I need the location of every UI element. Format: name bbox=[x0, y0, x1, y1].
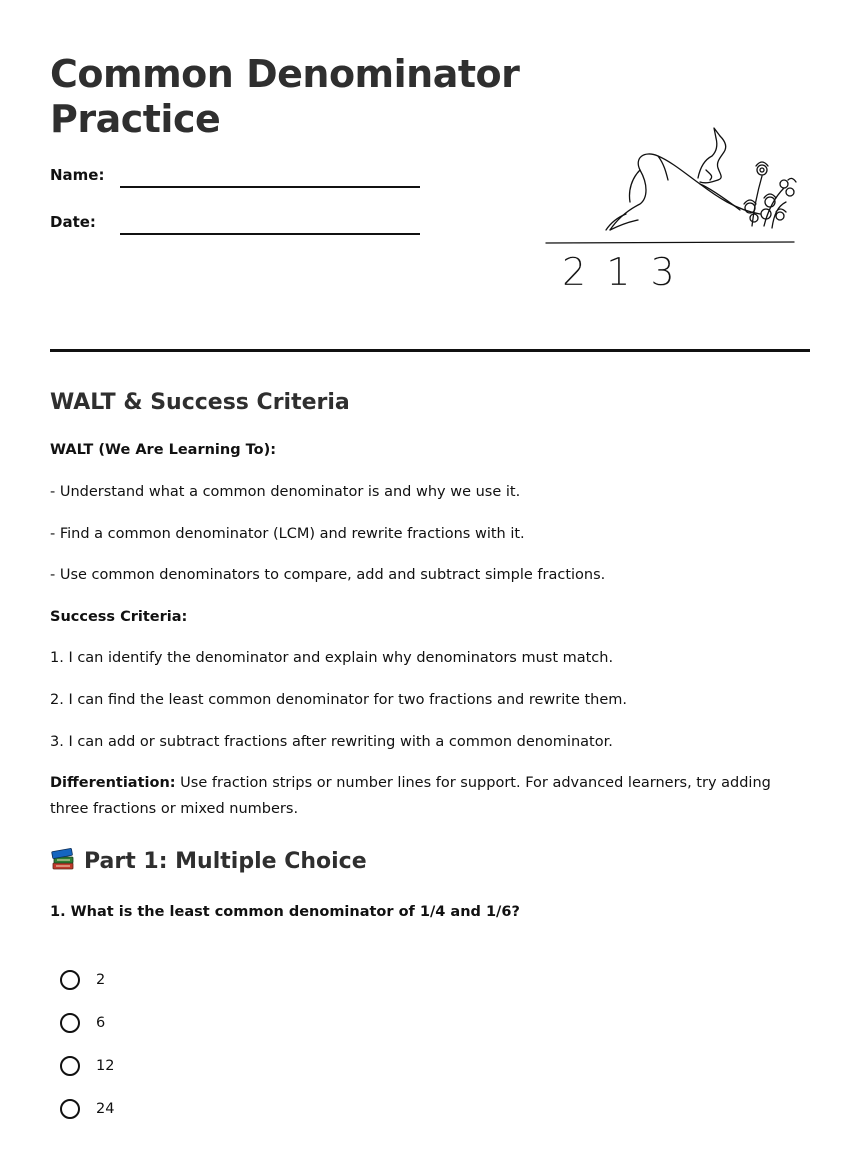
answer-option[interactable] bbox=[60, 967, 105, 993]
date-field[interactable] bbox=[120, 233, 420, 235]
differentiation-note bbox=[50, 770, 800, 822]
walt-label: WALT (We Are Learning To): bbox=[50, 442, 276, 458]
radio-button[interactable] bbox=[60, 1013, 80, 1033]
section-divider bbox=[50, 349, 810, 352]
criteria-item: 3. I can add or subtract fractions after rewriting with a common denominator. bbox=[50, 734, 613, 750]
question-text: 1. What is the least common denominator of 1/4 and 1/6? bbox=[50, 904, 520, 920]
walt-item: - Use common denominators to compare, add and subtract simple fractions. bbox=[50, 567, 606, 583]
date-label: Date: bbox=[50, 213, 96, 231]
criteria-item: 2. I can find the least common denominator for two fractions and rewrite them. bbox=[50, 692, 627, 708]
name-field[interactable] bbox=[120, 186, 420, 188]
logo-text: 2 1 3 bbox=[562, 250, 679, 294]
books-icon bbox=[50, 847, 76, 877]
part1-heading-row bbox=[50, 847, 367, 877]
part1-heading: Part 1: Multiple Choice bbox=[84, 849, 367, 874]
walt-heading: WALT & Success Criteria bbox=[50, 390, 350, 415]
answer-option[interactable] bbox=[60, 1010, 105, 1036]
answer-option[interactable] bbox=[60, 1096, 114, 1122]
option-label: 24 bbox=[96, 1101, 115, 1117]
radio-button[interactable] bbox=[60, 1056, 80, 1076]
page-title: Common Denominator Practice bbox=[50, 52, 520, 141]
answer-option[interactable] bbox=[60, 1053, 114, 1079]
criteria-item: 1. I can identify the denominator and explain why denominators must match. bbox=[50, 650, 614, 666]
radio-button[interactable] bbox=[60, 970, 80, 990]
option-label: 6 bbox=[96, 1015, 106, 1031]
option-label: 12 bbox=[96, 1058, 115, 1074]
kangaroo-logo bbox=[540, 118, 810, 298]
name-label: Name: bbox=[50, 166, 105, 184]
differentiation-label: Differentiation: bbox=[50, 775, 176, 791]
walt-item: - Understand what a common denominator is and why we use it. bbox=[50, 484, 521, 500]
option-label: 2 bbox=[96, 972, 106, 988]
walt-item: - Find a common denominator (LCM) and rewrite fractions with it. bbox=[50, 526, 525, 542]
radio-button[interactable] bbox=[60, 1099, 80, 1119]
criteria-label: Success Criteria: bbox=[50, 609, 188, 625]
differentiation-text: Use fraction strips or number lines for support. For advanced learners, try adding three fractions or mixed numbers. bbox=[50, 775, 771, 817]
